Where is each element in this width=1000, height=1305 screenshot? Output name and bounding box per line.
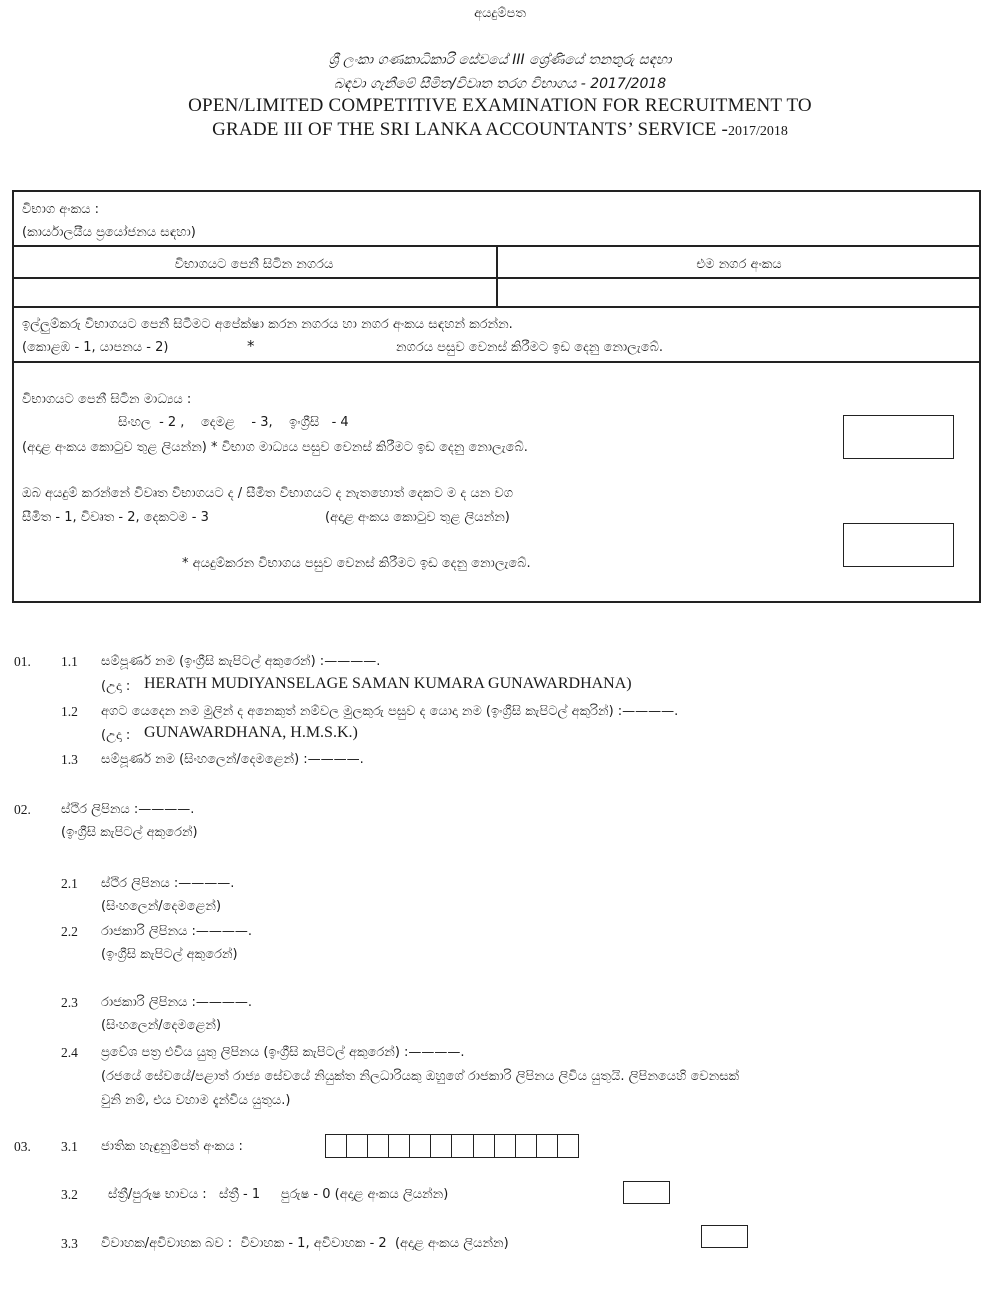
city-number-header: එම නගර අංකය xyxy=(696,257,782,272)
nic-digit-box[interactable] xyxy=(474,1135,495,1157)
item-number-3-2: 3.2 xyxy=(61,1187,78,1202)
item-number-1-2: 1.2 xyxy=(61,704,78,719)
divider xyxy=(12,361,981,363)
nic-digit-box[interactable] xyxy=(326,1135,347,1157)
official-address-english-hint: (ඉංග්‍රීසි කැපිටල් අකුරෙන්) xyxy=(101,947,238,962)
item-number-2-2: 2.2 xyxy=(61,924,78,939)
admission-address-note-line-2: වුනි නම්, එය වහාම දැන්විය යුතුය.) xyxy=(101,1093,291,1108)
section-number-03: 03. xyxy=(14,1139,31,1154)
exam-type-hint: (අදාළ අංකය කොටුව තුළ ලියන්න) xyxy=(325,510,510,525)
asterisk-mark: * xyxy=(247,337,255,355)
permanent-address-sinhala-field[interactable]: ස්ථිර ලිපිනය :————. xyxy=(101,876,235,891)
gender-label: ස්ත්‍රී/පුරුෂ භාවය : ස්ත්‍රී - 1 පුරුෂ - 0 (අදාළ අංකය ලියන්න) xyxy=(108,1187,449,1202)
exam-type-options: සීමිත - 1, විවෘත - 2, දෙකටම - 3 xyxy=(22,510,209,525)
name-with-initials-example: GUNAWARDHANA, H.M.S.K.) xyxy=(144,724,358,741)
exam-type-note: * අයදුම්කරන විභාගය පසුව වෙනස් කිරීමට ඉඩ දෙනු නොලැබේ. xyxy=(182,556,531,571)
sinhala-title-line-2: බඳවා ගැනීමේ සීමිත/විවෘත තරග විභාගය - 2017/2018 xyxy=(333,76,667,92)
gender-number-box[interactable] xyxy=(623,1181,670,1204)
english-title-text: GRADE III OF THE SRI LANKA ACCOUNTANTS’ SERVICE - xyxy=(212,119,728,140)
permanent-address-english-hint: (ඉංග්‍රීසි කැපිටල් අකුරෙන්) xyxy=(61,825,198,840)
exam-medium-note: (අදාළ අංකය කොටුව තුළ ලියන්න) * විභාග මාධ්‍යය පසුව වෙනස් කිරීමට ඉඩ දෙනු නොලැබේ. xyxy=(22,440,528,455)
item-number-2-3: 2.3 xyxy=(61,995,78,1010)
nic-digit-box[interactable] xyxy=(410,1135,431,1157)
nic-digit-box[interactable] xyxy=(431,1135,452,1157)
name-with-initials-field[interactable]: අගට යෙදෙන නම මුලින් ද අනෙකුත් නම්වල මුලකුරු පසුව ද යොදා නම (ඉංග්‍රීසි කැපිටල් අකුරින්) :————. xyxy=(101,704,679,719)
nic-digit-box[interactable] xyxy=(347,1135,368,1157)
exam-number-label: විභාග අංකය : xyxy=(22,202,100,217)
full-name-example: HERATH MUDIYANSELAGE SAMAN KUMARA GUNAWARDHANA) xyxy=(144,675,632,692)
item-number-2-4: 2.4 xyxy=(61,1045,78,1060)
nic-digit-box[interactable] xyxy=(452,1135,473,1157)
nic-digit-box[interactable] xyxy=(558,1135,578,1157)
english-title-line-1: OPEN/LIMITED COMPETITIVE EXAMINATION FOR RECRUITMENT TO xyxy=(188,95,812,116)
sinhala-title-line-1: ශ්‍රී ලංකා ගණකාධිකාරි සේවයේ III ශ්‍රේණියේ තනතුරු සඳහා xyxy=(328,52,672,68)
city-instruction: ඉල්ලුම්කරු විභාගයට පෙනී සිටීමට අපේක්ෂා කරන නගරය හා නගර අංකය සඳහන් කරන්න. xyxy=(22,317,513,332)
divider xyxy=(12,306,981,308)
nic-number-label: ජාතික හැඳුනුම්පත් අංකය : xyxy=(101,1139,243,1154)
official-address-sinhala-hint: (සිංහලෙන්/දෙමළෙන්) xyxy=(101,1018,222,1033)
full-name-sinhala-field[interactable]: සම්පූර්ණ නම (සිංහලෙන්/දෙමළෙන්) :————. xyxy=(101,752,364,767)
exam-city-cell[interactable] xyxy=(14,279,495,305)
permanent-address-english-field[interactable]: ස්ථිර ලිපිනය :————. xyxy=(61,802,195,817)
civil-status-label: විවාහක/අවිවාහක බව : විවාහක - 1, අවිවාහක - 2 (අදාළ අංකය ලියන්න) xyxy=(101,1236,509,1251)
item-number-3-1: 3.1 xyxy=(61,1139,78,1154)
city-example: (කොළඹ - 1, යාපනය - 2) xyxy=(22,340,169,355)
exam-medium-label: විභාගයට පෙනී සිටින මාධ්‍යය : xyxy=(22,392,192,407)
nic-digit-box[interactable] xyxy=(368,1135,389,1157)
nic-number-boxes[interactable] xyxy=(325,1134,579,1158)
exam-city-header: විභාගයට පෙනී සිටින නගරය xyxy=(174,257,334,272)
english-title-year: 2017/2018 xyxy=(728,124,788,139)
permanent-address-sinhala-hint: (සිංහලෙන්/දෙමළෙන්) xyxy=(101,899,222,914)
english-title-line-2 xyxy=(0,119,1000,141)
section-number-02: 02. xyxy=(14,802,31,817)
official-address-sinhala-field[interactable]: රාජකාරි ලිපිනය :————. xyxy=(101,995,253,1010)
exam-type-question: ඔබ අයදුම් කරන්නේ විවෘත විභාගයට ද / සීමිත විභාගයට ද නැතහොත් දෙකට ම ද යන වග xyxy=(22,486,513,501)
city-no-change-note: නගරය පසුව වෙනස් කිරීමට ඉඩ දෙනු නොලැබේ. xyxy=(396,340,664,355)
admission-address-note-line-1: (රජයේ සේවයේ/පළාත් රාජ්‍ය සේවයේ නියුක්ත නිලධාරියකු ඔහුගේ රාජකාරි ලිපිනය ලිවිය යුතුයි. ලිපිනයෙහි වෙනසක් xyxy=(101,1069,740,1084)
exam-medium-options: සිංහල - 2 , දෙමළ - 3, ඉංග්‍රීසි - 4 xyxy=(118,415,349,430)
item-number-1-1: 1.1 xyxy=(61,654,78,669)
admission-card-address-field[interactable]: ප්‍රවේශ පත්‍ර එවිය යුතු ලිපිනය (ඉංග්‍රීසි කැපිටල් අකුරෙන්) :————. xyxy=(101,1045,465,1060)
full-name-english-field[interactable]: සම්පූර්ණ නම (ඉංග්‍රීසි කැපිටල් අකුරෙන්) :————. xyxy=(101,654,381,669)
office-use-label: (කාර්යාලයීය ප්‍රයෝජනය සඳහා) xyxy=(22,225,196,240)
official-address-english-field[interactable]: රාජකාරි ලිපිනය :————. xyxy=(101,924,253,939)
section-number-01: 01. xyxy=(14,654,31,669)
item-number-1-3: 1.3 xyxy=(61,752,78,767)
example-label: (උදා : xyxy=(101,679,131,694)
item-number-3-3: 3.3 xyxy=(61,1236,78,1251)
form-top-label: අයදුම්පත xyxy=(474,6,526,21)
nic-digit-box[interactable] xyxy=(495,1135,516,1157)
city-number-cell[interactable] xyxy=(498,279,979,305)
item-number-2-1: 2.1 xyxy=(61,876,78,891)
nic-digit-box[interactable] xyxy=(537,1135,558,1157)
nic-digit-box[interactable] xyxy=(516,1135,537,1157)
nic-digit-box[interactable] xyxy=(389,1135,410,1157)
medium-number-box[interactable] xyxy=(843,415,954,459)
civil-status-number-box[interactable] xyxy=(701,1225,748,1248)
exam-type-box[interactable] xyxy=(843,523,954,567)
example-label: (උදා : xyxy=(101,728,131,743)
